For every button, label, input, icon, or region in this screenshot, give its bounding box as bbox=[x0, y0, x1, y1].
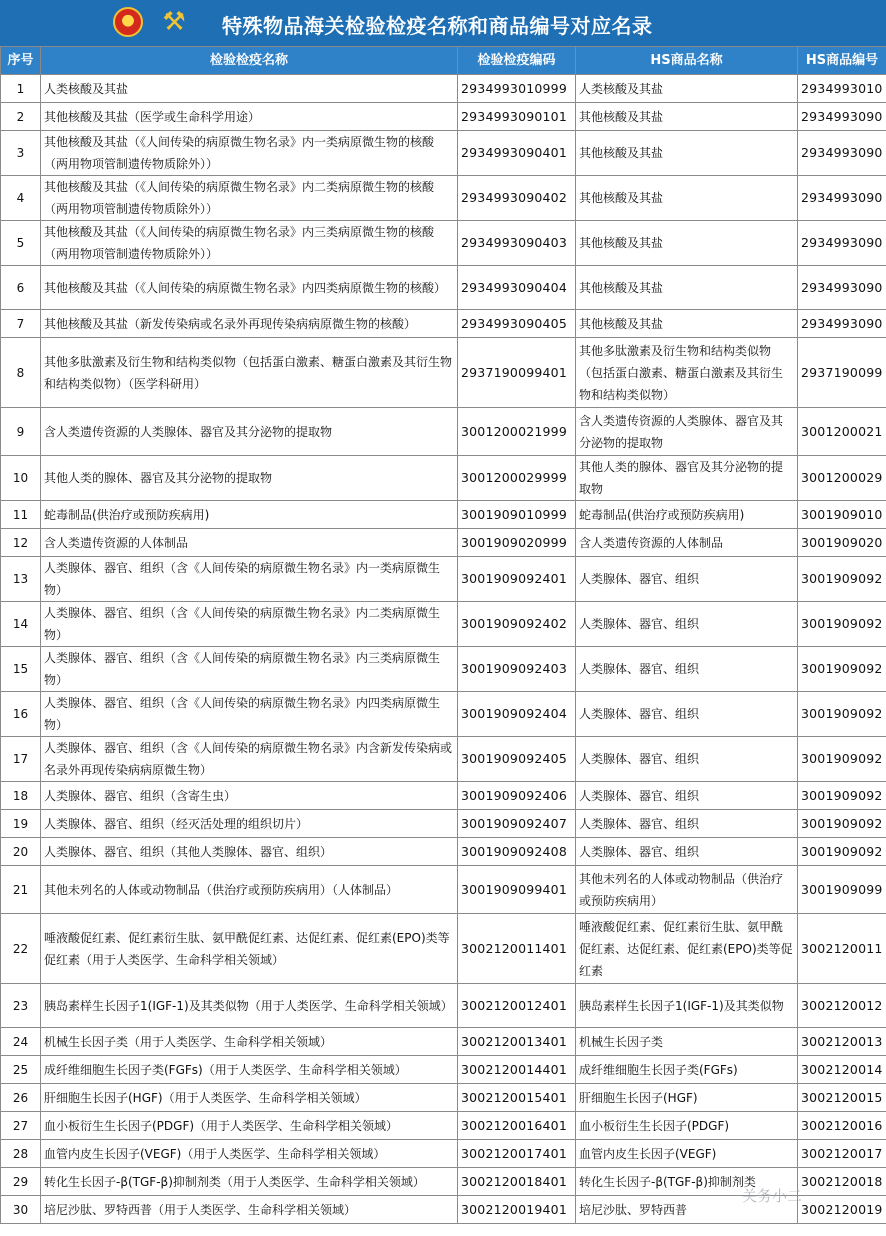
cell-inspection-name: 成纤维细胞生长因子类(FGFs)（用于人类医学、生命科学相关领域） bbox=[41, 1056, 458, 1084]
cell-index: 3 bbox=[1, 131, 41, 176]
table-row bbox=[1, 647, 886, 692]
table-row bbox=[1, 408, 886, 456]
cell-hs-code: 3001909092 bbox=[798, 647, 886, 692]
cell-hs-name: 其他核酸及其盐 bbox=[576, 131, 798, 176]
cell-inspection-code: 3001200029999 bbox=[458, 456, 576, 501]
cell-inspection-code: 3001909020999 bbox=[458, 529, 576, 557]
cell-index: 13 bbox=[1, 557, 41, 602]
cell-hs-name: 其他核酸及其盐 bbox=[576, 266, 798, 310]
cell-inspection-code: 2934993090401 bbox=[458, 131, 576, 176]
table-row bbox=[1, 1168, 886, 1196]
cell-index: 8 bbox=[1, 338, 41, 408]
cell-inspection-name: 其他人类的腺体、器官及其分泌物的提取物 bbox=[41, 456, 458, 501]
cell-inspection-name: 胰岛素样生长因子1(IGF-1)及其类似物（用于人类医学、生命科学相关领域） bbox=[41, 984, 458, 1028]
table-row bbox=[1, 866, 886, 914]
cell-hs-code: 3002120011 bbox=[798, 914, 886, 984]
cell-inspection-name: 转化生长因子-β(TGF-β)抑制剂类（用于人类医学、生命科学相关领域） bbox=[41, 1168, 458, 1196]
table-row bbox=[1, 221, 886, 266]
table-row bbox=[1, 602, 886, 647]
cell-index: 9 bbox=[1, 408, 41, 456]
table-row bbox=[1, 1140, 886, 1168]
cell-inspection-code: 3002120019401 bbox=[458, 1196, 576, 1224]
table-row bbox=[1, 692, 886, 737]
cell-hs-name: 成纤维细胞生长因子类(FGFs) bbox=[576, 1056, 798, 1084]
cell-index: 28 bbox=[1, 1140, 41, 1168]
cell-hs-code: 3001909092 bbox=[798, 692, 886, 737]
cell-inspection-name: 蛇毒制品(供治疗或预防疾病用) bbox=[41, 501, 458, 529]
cell-inspection-code: 2934993010999 bbox=[458, 75, 576, 103]
table-row bbox=[1, 810, 886, 838]
cell-index: 29 bbox=[1, 1168, 41, 1196]
cell-inspection-name: 人类腺体、器官、组织（经灭活处理的组织切片） bbox=[41, 810, 458, 838]
cell-index: 16 bbox=[1, 692, 41, 737]
cell-index: 20 bbox=[1, 838, 41, 866]
cell-hs-name: 人类腺体、器官、组织 bbox=[576, 838, 798, 866]
cell-index: 19 bbox=[1, 810, 41, 838]
cell-hs-code: 3002120013 bbox=[798, 1028, 886, 1056]
cell-hs-code: 3001909020 bbox=[798, 529, 886, 557]
cell-inspection-code: 3002120014401 bbox=[458, 1056, 576, 1084]
table-row bbox=[1, 131, 886, 176]
cell-hs-name: 含人类遗传资源的人体制品 bbox=[576, 529, 798, 557]
cell-inspection-code: 3001909099401 bbox=[458, 866, 576, 914]
cell-index: 11 bbox=[1, 501, 41, 529]
cell-hs-code: 3002120016 bbox=[798, 1112, 886, 1140]
cell-hs-name: 其他核酸及其盐 bbox=[576, 221, 798, 266]
cell-hs-name: 血管内皮生长因子(VEGF) bbox=[576, 1140, 798, 1168]
cell-inspection-code: 2934993090404 bbox=[458, 266, 576, 310]
cell-hs-code: 3001909092 bbox=[798, 782, 886, 810]
cell-inspection-code: 2934993090402 bbox=[458, 176, 576, 221]
page-title: 特殊物品海关检验检疫名称和商品编号对应名录 bbox=[222, 14, 653, 38]
cell-hs-code: 2934993090 bbox=[798, 176, 886, 221]
column-header-index: 序号 bbox=[1, 47, 41, 75]
cell-inspection-code: 3001909092406 bbox=[458, 782, 576, 810]
cell-inspection-name: 人类腺体、器官、组织（含《人间传染的病原微生物名录》内三类病原微生物） bbox=[41, 647, 458, 692]
cell-index: 6 bbox=[1, 266, 41, 310]
cell-hs-code: 3001909092 bbox=[798, 737, 886, 782]
table-row bbox=[1, 557, 886, 602]
cell-hs-name: 人类腺体、器官、组织 bbox=[576, 602, 798, 647]
cell-hs-name: 肝细胞生长因子(HGF) bbox=[576, 1084, 798, 1112]
cell-hs-name: 转化生长因子-β(TGF-β)抑制剂类 bbox=[576, 1168, 798, 1196]
table-row bbox=[1, 838, 886, 866]
cell-index: 17 bbox=[1, 737, 41, 782]
table-row bbox=[1, 984, 886, 1028]
cell-inspection-name: 其他核酸及其盐（《人间传染的病原微生物名录》内二类病原微生物的核酸（两用物项管制遗传物质除外）） bbox=[41, 176, 458, 221]
cell-index: 7 bbox=[1, 310, 41, 338]
cell-hs-name: 培尼沙肽、罗特西普 bbox=[576, 1196, 798, 1224]
cell-inspection-code: 2934993090101 bbox=[458, 103, 576, 131]
cell-hs-name: 人类腺体、器官、组织 bbox=[576, 810, 798, 838]
cell-inspection-name: 人类腺体、器官、组织（含寄生虫） bbox=[41, 782, 458, 810]
cell-hs-code: 3001200021 bbox=[798, 408, 886, 456]
cell-inspection-code: 2934993090405 bbox=[458, 310, 576, 338]
cell-inspection-name: 其他核酸及其盐（《人间传染的病原微生物名录》内四类病原微生物的核酸） bbox=[41, 266, 458, 310]
cell-hs-code: 2937190099 bbox=[798, 338, 886, 408]
table-row bbox=[1, 103, 886, 131]
cell-inspection-code: 3001909092402 bbox=[458, 602, 576, 647]
cell-hs-name: 胰岛素样生长因子1(IGF-1)及其类似物 bbox=[576, 984, 798, 1028]
table-row bbox=[1, 310, 886, 338]
cell-hs-name: 含人类遗传资源的人类腺体、器官及其分泌物的提取物 bbox=[576, 408, 798, 456]
cell-hs-name: 唾液酸促红素、促红素衍生肽、氨甲酰促红素、达促红素、促红素(EPO)类等促红素 bbox=[576, 914, 798, 984]
cell-inspection-code: 2934993090403 bbox=[458, 221, 576, 266]
column-header-hs-code: HS商品编号 bbox=[798, 47, 886, 75]
cell-inspection-name: 其他核酸及其盐（《人间传染的病原微生物名录》内一类病原微生物的核酸（两用物项管制遗传物质除外）） bbox=[41, 131, 458, 176]
cell-index: 26 bbox=[1, 1084, 41, 1112]
page-header bbox=[0, 0, 886, 46]
cell-inspection-code: 3001909092404 bbox=[458, 692, 576, 737]
cell-hs-code: 2934993090 bbox=[798, 103, 886, 131]
cell-inspection-name: 含人类遗传资源的人体制品 bbox=[41, 529, 458, 557]
table-row bbox=[1, 1112, 886, 1140]
cell-hs-code: 3002120012 bbox=[798, 984, 886, 1028]
cell-hs-code: 3001909092 bbox=[798, 838, 886, 866]
cell-inspection-name: 含人类遗传资源的人类腺体、器官及其分泌物的提取物 bbox=[41, 408, 458, 456]
table-row bbox=[1, 1028, 886, 1056]
cell-hs-name: 其他未列名的人体或动物制品（供治疗或预防疾病用） bbox=[576, 866, 798, 914]
table-row bbox=[1, 501, 886, 529]
cell-inspection-code: 3001909092405 bbox=[458, 737, 576, 782]
cell-inspection-name: 人类腺体、器官、组织（含《人间传染的病原微生物名录》内一类病原微生物） bbox=[41, 557, 458, 602]
cell-inspection-name: 血小板衍生生长因子(PDGF)（用于人类医学、生命科学相关领域） bbox=[41, 1112, 458, 1140]
table-row bbox=[1, 1084, 886, 1112]
cell-hs-code: 3001909092 bbox=[798, 810, 886, 838]
cell-hs-name: 血小板衍生生长因子(PDGF) bbox=[576, 1112, 798, 1140]
cell-inspection-code: 3002120011401 bbox=[458, 914, 576, 984]
cell-inspection-name: 机械生长因子类（用于人类医学、生命科学相关领域） bbox=[41, 1028, 458, 1056]
column-header-name: 检验检疫名称 bbox=[41, 47, 458, 75]
cell-index: 2 bbox=[1, 103, 41, 131]
cell-inspection-code: 3002120012401 bbox=[458, 984, 576, 1028]
national-emblem-icon bbox=[113, 7, 143, 37]
cell-inspection-name: 人类腺体、器官、组织（含《人间传染的病原微生物名录》内二类病原微生物） bbox=[41, 602, 458, 647]
table-row bbox=[1, 456, 886, 501]
table-header-row bbox=[1, 47, 886, 75]
cell-inspection-name: 其他核酸及其盐（医学或生命科学用途） bbox=[41, 103, 458, 131]
cell-hs-name: 人类腺体、器官、组织 bbox=[576, 647, 798, 692]
cell-inspection-code: 3001909092403 bbox=[458, 647, 576, 692]
cell-inspection-code: 3001909092401 bbox=[458, 557, 576, 602]
cell-hs-name: 人类腺体、器官、组织 bbox=[576, 737, 798, 782]
cell-index: 25 bbox=[1, 1056, 41, 1084]
cell-hs-name: 机械生长因子类 bbox=[576, 1028, 798, 1056]
cell-hs-name: 其他核酸及其盐 bbox=[576, 176, 798, 221]
cell-hs-code: 2934993090 bbox=[798, 310, 886, 338]
cell-index: 21 bbox=[1, 866, 41, 914]
cell-hs-code: 3002120018 bbox=[798, 1168, 886, 1196]
cell-inspection-code: 3001200021999 bbox=[458, 408, 576, 456]
cell-hs-code: 3001909092 bbox=[798, 557, 886, 602]
cell-hs-code: 2934993090 bbox=[798, 266, 886, 310]
cell-hs-code: 3001200029 bbox=[798, 456, 886, 501]
table-row bbox=[1, 75, 886, 103]
cell-index: 22 bbox=[1, 914, 41, 984]
cell-inspection-name: 人类腺体、器官、组织（含《人间传染的病原微生物名录》内含新发传染病或名录外再现传染病病原微生物） bbox=[41, 737, 458, 782]
cell-inspection-name: 血管内皮生长因子(VEGF)（用于人类医学、生命科学相关领域） bbox=[41, 1140, 458, 1168]
cell-inspection-name: 肝细胞生长因子(HGF)（用于人类医学、生命科学相关领域） bbox=[41, 1084, 458, 1112]
cell-index: 23 bbox=[1, 984, 41, 1028]
column-header-hs-name: HS商品名称 bbox=[576, 47, 798, 75]
cell-index: 1 bbox=[1, 75, 41, 103]
table-row bbox=[1, 914, 886, 984]
cell-index: 5 bbox=[1, 221, 41, 266]
table-row bbox=[1, 1056, 886, 1084]
cell-hs-code: 2934993090 bbox=[798, 221, 886, 266]
cell-hs-code: 3001909092 bbox=[798, 602, 886, 647]
cell-inspection-code: 3001909010999 bbox=[458, 501, 576, 529]
cell-hs-code: 3002120015 bbox=[798, 1084, 886, 1112]
cell-inspection-name: 其他未列名的人体或动物制品（供治疗或预防疾病用）（人体制品） bbox=[41, 866, 458, 914]
cell-inspection-name: 其他核酸及其盐（新发传染病或名录外再现传染病病原微生物的核酸） bbox=[41, 310, 458, 338]
cell-inspection-name: 培尼沙肽、罗特西普（用于人类医学、生命科学相关领域） bbox=[41, 1196, 458, 1224]
cell-hs-name: 蛇毒制品(供治疗或预防疾病用) bbox=[576, 501, 798, 529]
cell-index: 27 bbox=[1, 1112, 41, 1140]
table-row bbox=[1, 266, 886, 310]
table-row bbox=[1, 737, 886, 782]
cell-hs-code: 2934993010 bbox=[798, 75, 886, 103]
catalog-table bbox=[0, 46, 886, 1224]
cell-hs-code: 3002120017 bbox=[798, 1140, 886, 1168]
cell-inspection-code: 3002120018401 bbox=[458, 1168, 576, 1196]
table-row bbox=[1, 176, 886, 221]
cell-index: 30 bbox=[1, 1196, 41, 1224]
cell-inspection-code: 3001909092408 bbox=[458, 838, 576, 866]
cell-inspection-name: 人类腺体、器官、组织（含《人间传染的病原微生物名录》内四类病原微生物） bbox=[41, 692, 458, 737]
column-header-code: 检验检疫编码 bbox=[458, 47, 576, 75]
cell-index: 10 bbox=[1, 456, 41, 501]
cell-hs-code: 3001909099 bbox=[798, 866, 886, 914]
cell-inspection-name: 唾液酸促红素、促红素衍生肽、氨甲酰促红素、达促红素、促红素(EPO)类等促红素（用于人类医学、生命科学相关领域） bbox=[41, 914, 458, 984]
cell-inspection-code: 3002120016401 bbox=[458, 1112, 576, 1140]
cell-hs-name: 其他人类的腺体、器官及其分泌物的提取物 bbox=[576, 456, 798, 501]
cell-inspection-code: 3002120017401 bbox=[458, 1140, 576, 1168]
cell-hs-name: 人类腺体、器官、组织 bbox=[576, 692, 798, 737]
table-row bbox=[1, 1196, 886, 1224]
cell-index: 24 bbox=[1, 1028, 41, 1056]
cell-hs-name: 其他核酸及其盐 bbox=[576, 103, 798, 131]
cell-index: 4 bbox=[1, 176, 41, 221]
cell-inspection-name: 其他多肽激素及衍生物和结构类似物（包括蛋白激素、糖蛋白激素及其衍生物和结构类似物）（医学科研用） bbox=[41, 338, 458, 408]
cell-index: 12 bbox=[1, 529, 41, 557]
cell-hs-code: 2934993090 bbox=[798, 131, 886, 176]
cell-inspection-name: 其他核酸及其盐（《人间传染的病原微生物名录》内三类病原微生物的核酸（两用物项管制遗传物质除外）） bbox=[41, 221, 458, 266]
watermark: 关务小二 bbox=[742, 1187, 803, 1205]
cell-inspection-code: 3002120015401 bbox=[458, 1084, 576, 1112]
cell-index: 18 bbox=[1, 782, 41, 810]
cell-hs-name: 人类腺体、器官、组织 bbox=[576, 557, 798, 602]
table-row bbox=[1, 782, 886, 810]
cell-hs-name: 人类腺体、器官、组织 bbox=[576, 782, 798, 810]
table-body bbox=[1, 75, 886, 1224]
cell-hs-code: 3002120014 bbox=[798, 1056, 886, 1084]
cell-hs-name: 其他核酸及其盐 bbox=[576, 310, 798, 338]
cell-index: 15 bbox=[1, 647, 41, 692]
cell-inspection-code: 2937190099401 bbox=[458, 338, 576, 408]
table-row bbox=[1, 338, 886, 408]
table-row bbox=[1, 529, 886, 557]
cell-hs-code: 3001909010 bbox=[798, 501, 886, 529]
cell-inspection-code: 3002120013401 bbox=[458, 1028, 576, 1056]
cell-inspection-name: 人类腺体、器官、组织（其他人类腺体、器官、组织） bbox=[41, 838, 458, 866]
cell-hs-name: 人类核酸及其盐 bbox=[576, 75, 798, 103]
cell-inspection-name: 人类核酸及其盐 bbox=[41, 75, 458, 103]
cell-hs-name: 其他多肽激素及衍生物和结构类似物（包括蛋白激素、糖蛋白激素及其衍生物和结构类似物） bbox=[576, 338, 798, 408]
cell-hs-code: 3002120019 bbox=[798, 1196, 886, 1224]
cell-index: 14 bbox=[1, 602, 41, 647]
customs-emblem-icon: ⚒ bbox=[162, 7, 186, 37]
cell-inspection-code: 3001909092407 bbox=[458, 810, 576, 838]
